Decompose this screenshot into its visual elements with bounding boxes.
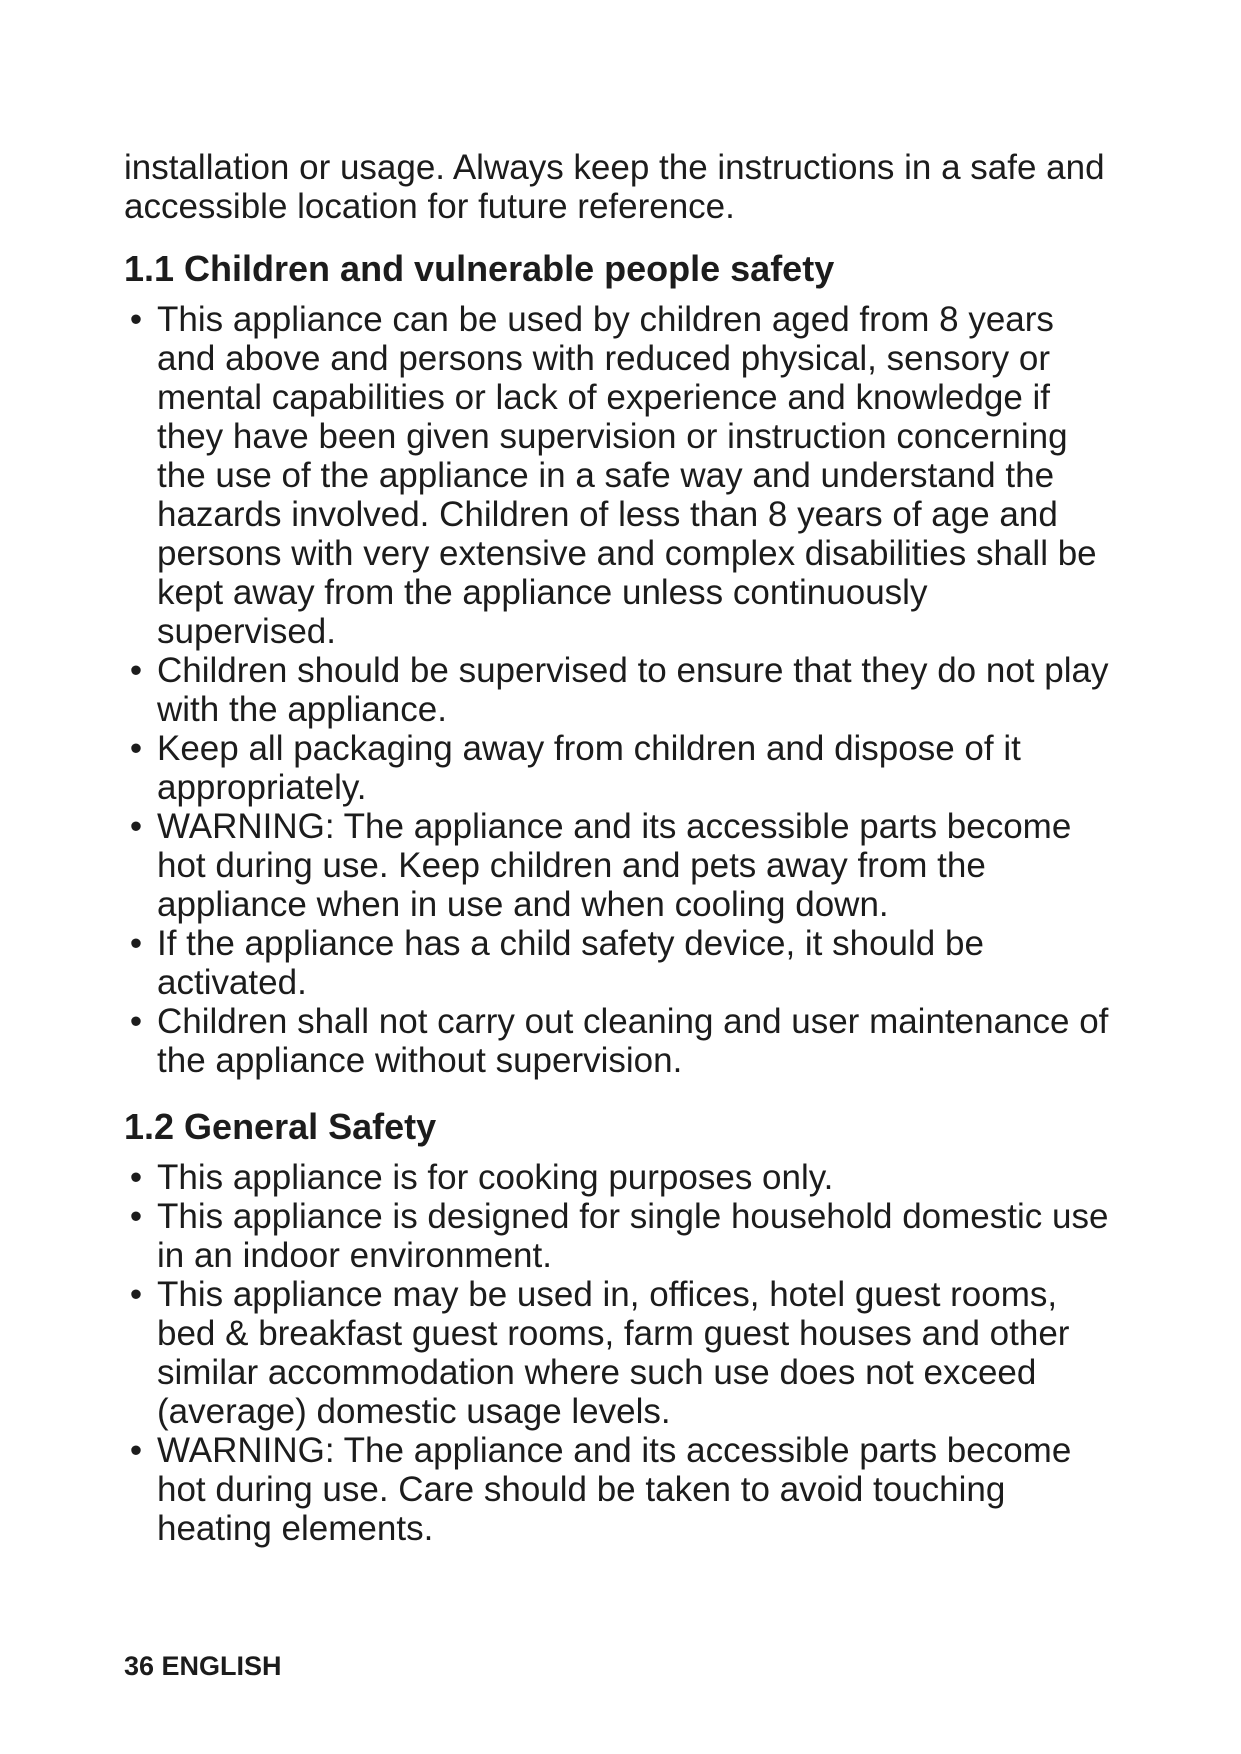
list-item — [124, 1431, 1114, 1548]
bullet-icon: • — [129, 1002, 143, 1041]
bullet-icon: • — [129, 651, 143, 690]
list-item-text: Keep all packaging away from children and dispose of it appropriately. — [157, 729, 1021, 807]
page-number-footer: 36 ENGLISH — [124, 1651, 282, 1681]
list-item-text: If the appliance has a child safety device, it should be activated. — [157, 924, 984, 1002]
intro-paragraph: installation or usage. Always keep the instructions in a safe and accessible location for future reference. — [124, 148, 1105, 226]
section-title: 1.1 Children and vulnerable people safety — [124, 248, 835, 289]
list-item-text: Children should be supervised to ensure that they do not play with the appliance. — [157, 651, 1109, 729]
bullet-icon: • — [129, 729, 143, 768]
list-item — [124, 729, 1114, 807]
list-item-text: WARNING: The appliance and its accessible parts become hot during use. Care should be taken to avoid touching heating elements. — [157, 1431, 1072, 1548]
bullet-list — [124, 300, 1114, 1080]
list-item — [124, 807, 1114, 924]
list-item-text: WARNING: The appliance and its accessible parts become hot during use. Keep children and pets away from the appliance when in use and when cooling down. — [157, 807, 1072, 924]
list-item — [124, 300, 1114, 651]
bullet-icon: • — [129, 924, 143, 963]
bullet-icon: • — [129, 1275, 143, 1314]
list-item — [124, 651, 1114, 729]
list-item — [124, 924, 1114, 1002]
section-title: 1.2 General Safety — [124, 1106, 437, 1147]
list-item — [124, 1275, 1114, 1431]
bullet-icon: • — [129, 1431, 143, 1470]
section-general-safety — [124, 1106, 1114, 1548]
list-item-text: This appliance is designed for single household domestic use in an indoor environment. — [157, 1197, 1109, 1275]
document-page — [124, 148, 1114, 1548]
list-item — [124, 1158, 1114, 1197]
list-item-text: Children shall not carry out cleaning and user maintenance of the appliance without supervision. — [157, 1002, 1109, 1080]
bullet-list — [124, 1158, 1114, 1548]
list-item-text: This appliance is for cooking purposes only. — [157, 1158, 834, 1197]
bullet-icon: • — [129, 1158, 143, 1197]
bullet-icon: • — [129, 1197, 143, 1236]
section-children-safety — [124, 248, 1114, 1080]
list-item — [124, 1197, 1114, 1275]
list-item-text: This appliance can be used by children aged from 8 years and above and persons with reduced physical, sensory or mental capabilities or lack of experience and knowledge if they have been given supervision or instruction concerning the use of the appliance in a safe way and understand the hazards involved. Children of less than 8 years of age and persons with very extensive and complex disabilities shall be kept away from the appliance unless continuously supervised. — [157, 300, 1097, 651]
list-item-text: This appliance may be used in, offices, hotel guest rooms, bed & breakfast guest rooms, farm guest houses and other similar accommodation where such use does not exceed (average) domestic usage levels. — [157, 1275, 1070, 1431]
list-item — [124, 1002, 1114, 1080]
bullet-icon: • — [129, 807, 143, 846]
bullet-icon: • — [129, 300, 143, 339]
